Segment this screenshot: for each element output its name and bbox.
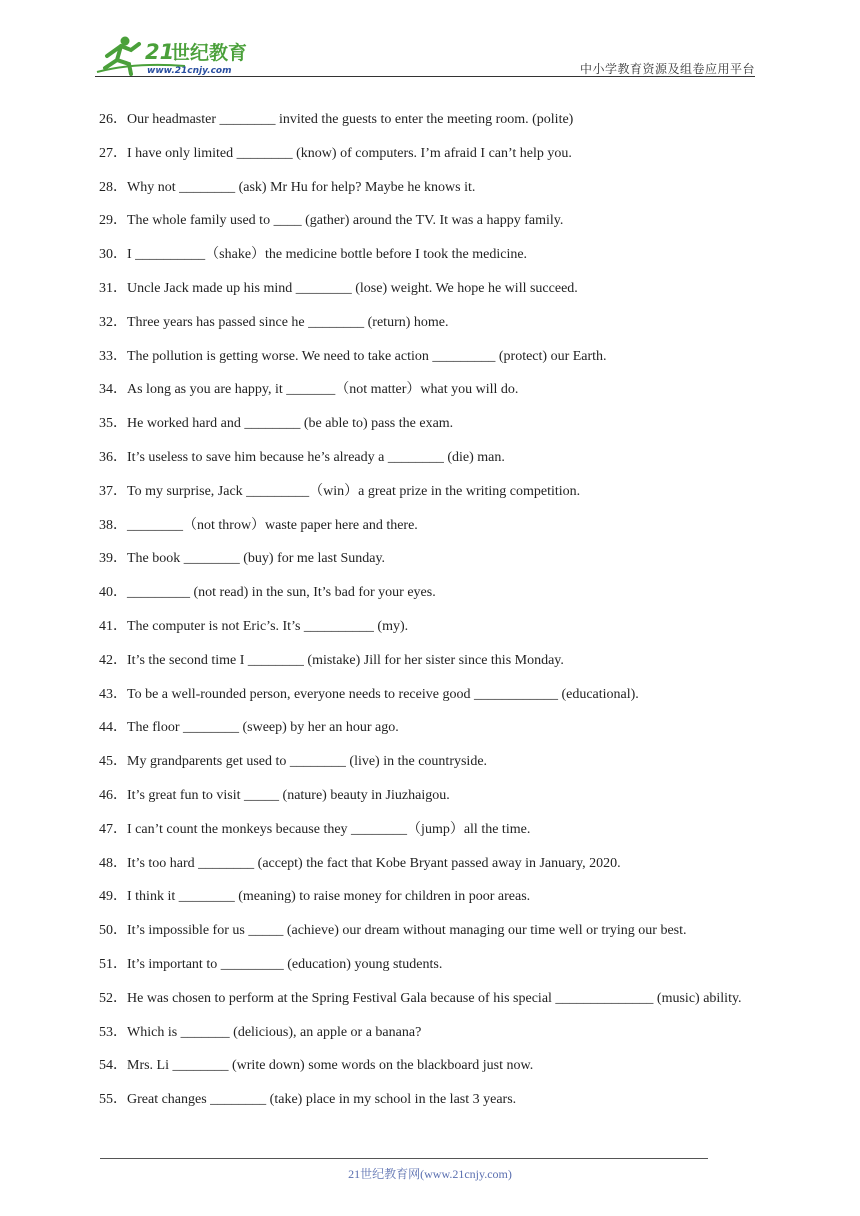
question-31: 31．Uncle Jack made up his mind ________ (lose) weight. We hope he will succeed. — [99, 280, 578, 296]
question-32: 32．Three years has passed since he ________ (return) home. — [99, 314, 449, 330]
svg-text:www.21cnjy.com: www.21cnjy.com — [147, 66, 232, 76]
svg-text:21: 21 — [145, 40, 175, 64]
question-28: 28．Why not ________ (ask) Mr Hu for help? Maybe he knows it. — [99, 179, 476, 195]
question-47: 47．I can’t count the monkeys because they ________（jump）all the time. — [99, 821, 531, 837]
question-36: 36．It’s useless to save him because he’s already a ________ (die) man. — [99, 449, 505, 465]
question-54: 54．Mrs. Li ________ (write down) some words on the blackboard just now. — [99, 1058, 534, 1074]
page-footer: 21世纪教育网(www.21cnjy.com) — [348, 1167, 512, 1181]
question-33: 33．The pollution is getting worse. We need to take action _________ (protect) our Earth. — [99, 348, 607, 364]
question-27: 27．I have only limited ________ (know) of computers. I’m afraid I can’t help you. — [99, 145, 572, 161]
svg-text:世纪教育: 世纪教育 — [171, 42, 248, 64]
question-34: 34．As long as you are happy, it _______（not matter）what you will do. — [99, 382, 519, 398]
footer-divider — [100, 1158, 708, 1159]
question-50: 50．It’s impossible for us _____ (achieve) our dream without managing our time well or trying our best. — [99, 923, 687, 939]
question-48: 48．It’s too hard ________ (accept) the fact that Kobe Bryant passed away in January, 2020. — [99, 855, 621, 871]
question-46: 46．It’s great fun to visit _____ (nature) beauty in Jiuzhaigou. — [99, 787, 450, 803]
question-26: 26．Our headmaster ________ invited the guests to enter the meeting room. (polite) — [99, 112, 574, 127]
question-29: 29．The whole family used to ____ (gather) around the TV. It was a happy family. — [99, 213, 564, 229]
question-49: 49．I think it ________ (meaning) to raise money for children in poor areas. — [99, 889, 531, 905]
question-37: 37．To my surprise, Jack _________（win）a great prize in the writing competition. — [99, 483, 581, 499]
question-35: 35．He worked hard and ________ (be able to) pass the exam. — [99, 416, 454, 432]
brand-logo — [95, 32, 265, 76]
question-38: 38．________（not throw）waste paper here and there. — [99, 517, 418, 533]
question-45: 45．My grandparents get used to ________ (live) in the countryside. — [99, 754, 488, 770]
question-39: 39．The book ________ (buy) for me last Sunday. — [99, 551, 386, 567]
page-header — [95, 32, 755, 78]
question-42: 42．It’s the second time I ________ (mistake) Jill for her sister since this Monday. — [99, 652, 564, 668]
question-list — [99, 103, 759, 1117]
question-55: 55．Great changes ________ (take) place in my school in the last 3 years. — [99, 1092, 517, 1108]
question-43: 43．To be a well-rounded person, everyone needs to receive good ____________ (educational). — [99, 686, 639, 702]
question-40: 40．_________ (not read) in the sun, It’s bad for your eyes. — [99, 585, 436, 601]
question-30: 30．I __________（shake）the medicine bottle before I took the medicine. — [99, 247, 528, 263]
question-52: 52．He was chosen to perform at the Spring Festival Gala because of his special ______________ (music) ability. — [99, 990, 742, 1006]
question-53: 53．Which is _______ (delicious), an apple or a banana? — [99, 1024, 422, 1040]
question-41: 41．The computer is not Eric’s. It’s __________ (my). — [99, 618, 409, 634]
question-44: 44．The floor ________ (sweep) by her an hour ago. — [99, 720, 399, 736]
header-divider — [95, 76, 755, 77]
platform-name: 中小学教育资源及组卷应用平台 — [579, 62, 755, 76]
question-51: 51．It’s important to _________ (education) young students. — [99, 956, 443, 972]
